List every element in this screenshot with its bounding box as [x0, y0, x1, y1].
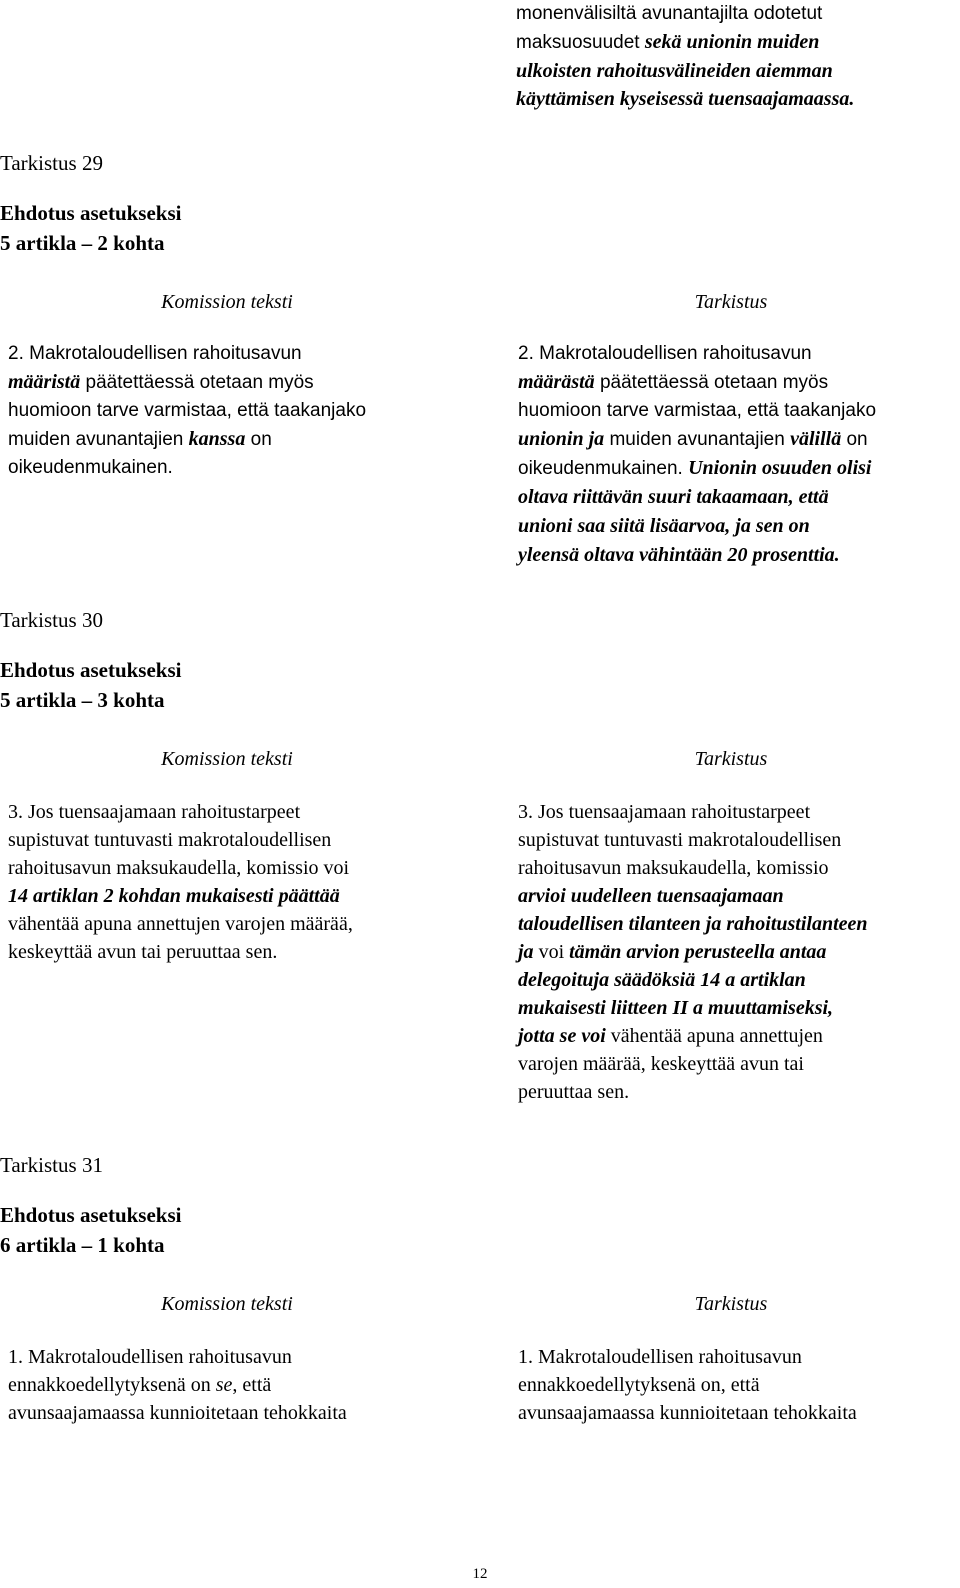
- text-segment: vähentää apuna annettujen: [605, 1025, 823, 1047]
- continuation-line: monenvälisiltä avunantajilta odotetut: [516, 3, 823, 24]
- text-segment: päätettäessä otetaan myös: [594, 372, 829, 393]
- right-column-header: Tarkistus: [694, 291, 768, 313]
- commission-text: [8, 340, 448, 482]
- text-line: [8, 340, 448, 368]
- text-segment: Unionin osuuden olisi: [688, 457, 872, 479]
- continuation-paragraph: [516, 0, 956, 113]
- article-ref: 6 artikla – 1 kohta: [0, 1233, 165, 1257]
- text-segment: välillä: [790, 428, 842, 450]
- text-segment: ennakkoedellytyksenä on: [8, 1374, 216, 1396]
- text-segment: huomioon tarve varmistaa, että taakanjako: [518, 400, 877, 421]
- text-line: [518, 368, 958, 397]
- text-segment: ja: [518, 941, 534, 963]
- article-ref: 5 artikla – 2 kohta: [0, 231, 165, 255]
- continuation-line: maksuosuudet sekä unionin muiden: [516, 31, 820, 53]
- text-segment: rahoitusavun maksukaudella, komissio: [518, 857, 829, 879]
- text-segment: mukaisesti liitteen II a muuttamiseksi,: [518, 997, 834, 1019]
- text-segment: peruuttaa sen.: [518, 1081, 630, 1103]
- text-segment: unionin ja: [518, 428, 605, 450]
- text-line: [8, 854, 448, 882]
- article-ref: 5 artikla – 3 kohta: [0, 688, 165, 712]
- continuation-line: ulkoisten rahoitusvälineiden aiemman: [516, 60, 833, 82]
- text-segment: varojen määrää, keskeyttää avun tai: [518, 1053, 804, 1075]
- amendment-heading: [0, 605, 181, 715]
- continuation-line: käyttämisen kyseisessä tuensaajamaassa.: [516, 88, 855, 110]
- text-line: [518, 938, 958, 966]
- text-line: [8, 1343, 448, 1371]
- amendment-text: [518, 340, 958, 570]
- text-line: [518, 1050, 958, 1078]
- text-line: [518, 483, 958, 512]
- text-line: [518, 798, 958, 826]
- proposal-title: Ehdotus asetukseksi: [0, 658, 182, 682]
- text-segment: unioni saa siitä lisäarvoa, ja sen on: [518, 515, 810, 537]
- text-segment: huomioon tarve varmistaa, että taakanjako: [8, 400, 367, 421]
- text-line: [8, 454, 448, 482]
- text-segment: supistuvat tuntuvasti makrotaloudellisen: [8, 829, 332, 851]
- text-segment: on: [841, 429, 868, 450]
- text-segment: avunsaajamaassa kunnioitetaan tehokkaita: [8, 1402, 347, 1424]
- text-segment: oltava riittävän suuri takaamaan, että: [518, 486, 829, 508]
- amendment-text: [518, 1343, 958, 1427]
- amendment-number: Tarkistus 29: [0, 151, 103, 175]
- text-line: [518, 1399, 958, 1427]
- text-line: [518, 1022, 958, 1050]
- left-column-header: Komission teksti: [161, 1293, 293, 1315]
- proposal-title: Ehdotus asetukseksi: [0, 201, 182, 225]
- text-segment: delegoituja säädöksiä 14 a artiklan: [518, 969, 806, 991]
- text-segment: supistuvat tuntuvasti makrotaloudellisen: [518, 829, 842, 851]
- text-segment: kanssa: [188, 428, 246, 450]
- text-segment: avunsaajamaassa kunnioitetaan tehokkaita: [518, 1402, 857, 1424]
- text-segment: 2. Makrotaloudellisen rahoitusavun: [8, 343, 302, 364]
- left-column-header: Komission teksti: [161, 748, 293, 770]
- text-segment: oikeudenmukainen.: [8, 457, 173, 478]
- text-segment: se: [215, 1374, 233, 1396]
- text-segment: tämän arvion perusteella antaa: [569, 941, 827, 963]
- text-segment: ennakkoedellytyksenä on, että: [518, 1374, 760, 1396]
- text-segment: yleensä oltava vähintään 20 prosenttia.: [518, 544, 840, 566]
- text-line: [8, 798, 448, 826]
- text-segment: muiden avunantajien: [8, 429, 189, 450]
- text-line: [518, 910, 958, 938]
- text-segment: 2. Makrotaloudellisen rahoitusavun: [518, 343, 812, 364]
- text-line: [8, 397, 448, 425]
- right-column-header: Tarkistus: [694, 748, 768, 770]
- text-segment: määristä: [8, 371, 81, 393]
- text-line: [518, 454, 958, 483]
- text-line: [518, 994, 958, 1022]
- text-line: [518, 882, 958, 910]
- text-line: [518, 512, 958, 541]
- text-line: [8, 938, 448, 966]
- amendment-number: Tarkistus 30: [0, 608, 103, 632]
- amendment-number: Tarkistus 31: [0, 1153, 103, 1177]
- text-segment: 3. Jos tuensaajamaan rahoitustarpeet: [518, 801, 811, 823]
- text-line: [518, 854, 958, 882]
- text-line: [518, 340, 958, 368]
- text-segment: taloudellisen tilanteen ja rahoitustilanteen: [518, 913, 868, 935]
- text-line: [518, 1078, 958, 1106]
- text-line: [8, 425, 448, 454]
- commission-text: [8, 798, 448, 966]
- proposal-title: Ehdotus asetukseksi: [0, 1203, 182, 1227]
- text-segment: jotta se voi: [518, 1025, 606, 1047]
- text-line: [8, 826, 448, 854]
- text-segment: on: [245, 429, 272, 450]
- text-segment: keskeyttää avun tai peruuttaa sen.: [8, 941, 278, 963]
- text-line: [8, 882, 448, 910]
- commission-text: [8, 1343, 448, 1427]
- amendment-heading: [0, 1150, 181, 1260]
- text-line: [8, 1371, 448, 1399]
- text-segment: määrästä: [518, 371, 595, 393]
- text-segment: 3. Jos tuensaajamaan rahoitustarpeet: [8, 801, 301, 823]
- text-line: [518, 541, 958, 570]
- text-segment: muiden avunantajien: [604, 429, 791, 450]
- text-segment: arvioi uudelleen tuensaajamaan: [518, 885, 784, 907]
- page-number: 12: [472, 1566, 488, 1582]
- text-line: [518, 966, 958, 994]
- text-line: [518, 826, 958, 854]
- text-segment: voi: [533, 941, 570, 963]
- text-line: [8, 368, 448, 397]
- text-segment: 1. Makrotaloudellisen rahoitusavun: [518, 1346, 802, 1368]
- text-line: [518, 397, 958, 425]
- text-line: [518, 425, 958, 454]
- text-line: [518, 1371, 958, 1399]
- text-segment: päätettäessä otetaan myös: [80, 372, 314, 393]
- right-column-header: Tarkistus: [694, 1293, 768, 1315]
- text-segment: vähentää apuna annettujen varojen määrää,: [8, 913, 353, 935]
- left-column-header: Komission teksti: [161, 291, 293, 313]
- text-segment: , että: [232, 1374, 272, 1396]
- text-line: [518, 1343, 958, 1371]
- amendment-heading: [0, 148, 181, 258]
- amendment-text: [518, 798, 958, 1106]
- text-line: [8, 1399, 448, 1427]
- text-segment: oikeudenmukainen.: [518, 458, 689, 479]
- text-segment: 1. Makrotaloudellisen rahoitusavun: [8, 1346, 292, 1368]
- text-segment: 14 artiklan 2 kohdan mukaisesti päättää: [8, 885, 340, 907]
- text-segment: rahoitusavun maksukaudella, komissio voi: [8, 857, 350, 879]
- text-line: [8, 910, 448, 938]
